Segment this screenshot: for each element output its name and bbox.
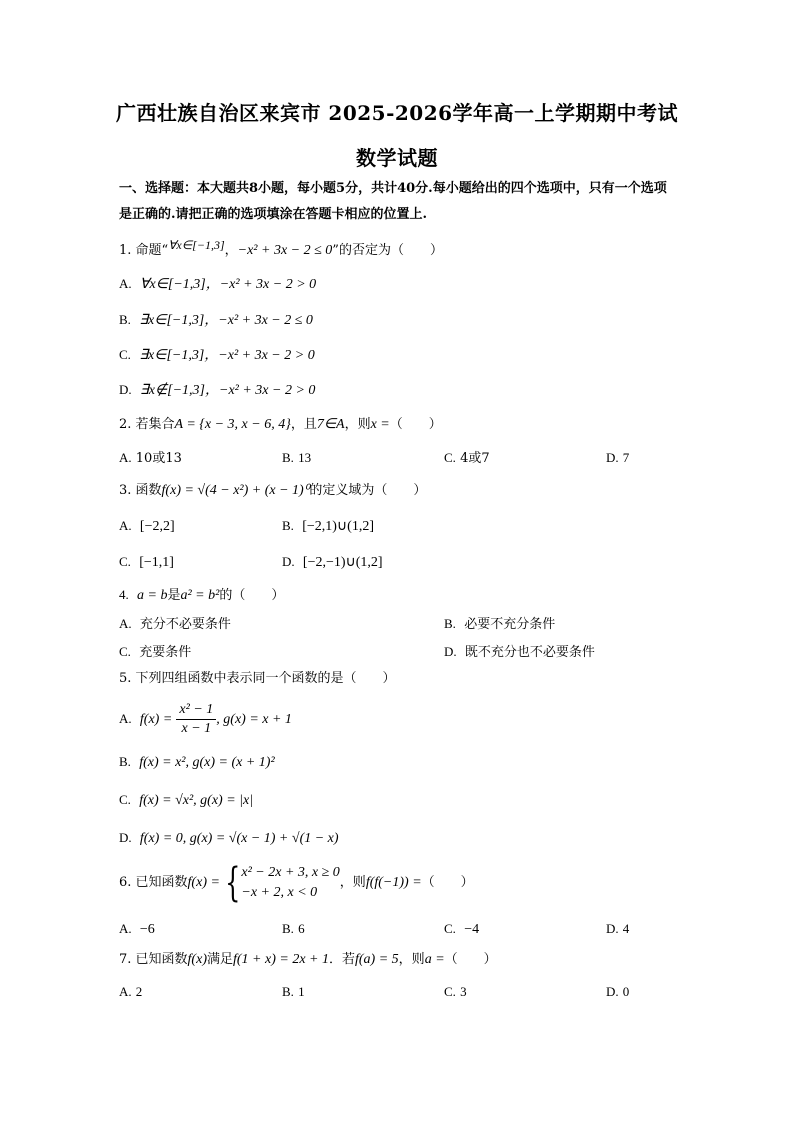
question-4-option-b[interactable]: B. 必要不充分条件: [444, 616, 556, 632]
question-1-option-a[interactable]: A. ∀x∈[−1,3]，−x² + 3x − 2 > 0: [119, 276, 317, 292]
exam-title: 广西壮族自治区来宾市 2025-2026学年高一上学期期中考试: [115, 101, 679, 125]
question-7-option-d[interactable]: D. 0: [606, 984, 630, 999]
question-3-option-b[interactable]: B. [−2,1)∪(1,2]: [282, 518, 374, 534]
exam-subtitle: 数学试题: [356, 146, 438, 170]
question-5-option-b[interactable]: B. f(x) = x², g(x) = (x + 1)²: [119, 754, 275, 770]
question-6-option-a[interactable]: A. −6: [119, 921, 155, 937]
question-5-option-d[interactable]: D. f(x) = 0, g(x) = √(x − 1) + √(1 − x): [119, 830, 339, 846]
question-3-stem: 3. 函数f(x) = √(4 − x²) + (x − 1)⁰的定义域为（ ）: [119, 483, 427, 498]
question-5-option-a[interactable]: A. f(x) = $\frac{\text{x² − 1}}{x - 1}$ , g(x) = x + 1: [119, 702, 292, 736]
question-6-option-d[interactable]: D. 4: [606, 921, 630, 936]
question-2-option-b[interactable]: B. 13: [282, 450, 312, 465]
question-7-option-c[interactable]: C. 3: [444, 984, 467, 999]
question-4-option-c[interactable]: C. 充要条件: [119, 644, 192, 660]
question-2-option-c[interactable]: C. 4或7: [444, 450, 490, 466]
question-5-stem: 5. 下列四组函数中表示同一个函数的是（ ）: [119, 671, 396, 686]
section-instructions: 一、选择题：本大题共8小题，每小题5分，共计40分.每小题给出的四个选项中，只有一个选项是正确的.请把正确的选项填涂在答题卡相应的位置上.: [119, 181, 667, 222]
question-7-option-a[interactable]: A. 2: [119, 984, 143, 999]
question-2-stem: 2. 若集合A = {x − 3, x − 6, 4}，且7∈A，则x =（ ）: [119, 417, 442, 432]
question-1-option-c[interactable]: C. ∃x∈[−1,3]，−x² + 3x − 2 > 0: [119, 347, 315, 363]
question-1-option-b[interactable]: B. ∃x∈[−1,3]，−x² + 3x − 2 ≤ 0: [119, 312, 313, 328]
question-1-stem: 1. 命题“$^{\forall x\in[-1,3]}$，−x² + 3x − 2 ≤ 0”的否定为（ ）: [119, 238, 443, 258]
question-3-option-d[interactable]: D. [−2,−1)∪(1,2]: [282, 554, 383, 570]
question-2-option-a[interactable]: A. 10或13: [119, 450, 182, 466]
question-3-option-c[interactable]: C. [−1,1]: [119, 554, 174, 570]
question-5-option-c[interactable]: C. f(x) = √x², g(x) = |x|: [119, 792, 254, 808]
question-7-option-b[interactable]: B. 1: [282, 984, 305, 999]
question-4-option-d[interactable]: D. 既不充分也不必要条件: [444, 644, 595, 660]
question-6-option-b[interactable]: B. 6: [282, 921, 305, 936]
question-1-option-d[interactable]: D. ∃x∉[−1,3]，−x² + 3x − 2 > 0: [119, 382, 316, 398]
fraction: $\frac{\text{x² − 1}}{x - 1}$: [176, 701, 216, 738]
question-3-option-a[interactable]: A. [−2,2]: [119, 518, 175, 534]
question-4-option-a[interactable]: A. 充分不必要条件: [119, 616, 231, 632]
question-6-option-c[interactable]: C. −4: [444, 921, 480, 937]
question-4-stem: 4. a = b是a² = b²的（ ）: [119, 587, 285, 603]
question-6-stem: 6. 已知函数f(x) = { x² − 2x + 3, x ≥ 0 −x + 2, x < 0 ，则f(f(−1)) =（ ）: [119, 859, 474, 906]
question-7-stem: 7. 已知函数f(x)满足f(1 + x) = 2x + 1．若f(a) = 5，则a =（ ）: [119, 952, 497, 967]
piecewise-cases: x² − 2x + 3, x ≥ 0 −x + 2, x < 0: [241, 864, 340, 900]
left-brace-icon: {: [225, 859, 241, 906]
question-2-option-d[interactable]: D. 7: [606, 450, 630, 465]
